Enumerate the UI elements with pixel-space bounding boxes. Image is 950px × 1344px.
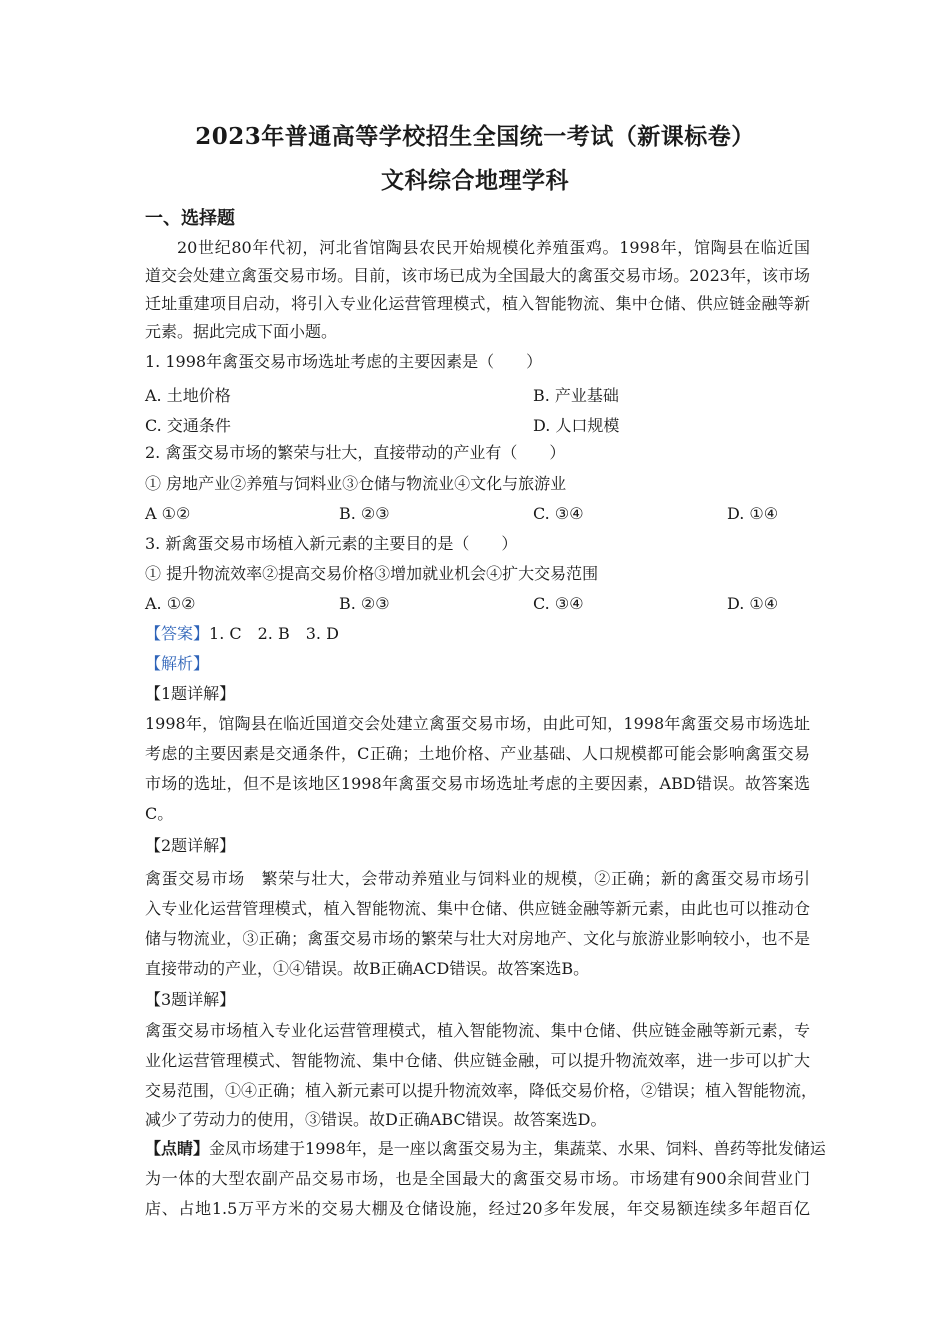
- q1-option-d: D. 人口规模: [533, 416, 620, 435]
- page-subtitle: 文科综合地理学科: [381, 167, 569, 194]
- q2-option-b: B. ②③: [339, 504, 390, 523]
- detail-1-line: 市场的选址，但不是该地区1998年禽蛋交易市场选址考虑的主要因素，ABD错误。故答案选: [145, 774, 810, 793]
- detail-2-line: 禽蛋交易市场 繁荣与壮大，会带动养殖业与饲料业的规模，②正确；新的禽蛋交易市场引: [145, 869, 810, 888]
- q2-option-d: D. ①④: [727, 504, 779, 523]
- passage-line: 20世纪80年代初，河北省馆陶县农民开始规模化养殖蛋鸡。1998年，馆陶县在临近国: [177, 238, 810, 257]
- passage-line: 元素。据此完成下面小题。: [145, 322, 338, 341]
- tip-tag: 【点睛】: [145, 1139, 210, 1158]
- answer-tag: 【答案】: [145, 624, 210, 643]
- detail-1-line: 考虑的主要因素是交通条件，C正确；土地价格、产业基础、人口规模都可能会影响禽蛋交易: [145, 744, 810, 763]
- detail-3-line: 禽蛋交易市场植入专业化运营管理模式，植入智能物流、集中仓储、供应链金融等新元素，专: [145, 1021, 810, 1040]
- detail-2-tag: 【2题详解】: [145, 836, 236, 855]
- detail-3-line: 减少了劳动力的使用，③错误。故D正确ABC错误。故答案选D。: [145, 1110, 607, 1129]
- q3-option-b: B. ②③: [339, 594, 390, 613]
- q1-option-b: B. 产业基础: [533, 386, 619, 405]
- detail-3-line: 交易范围，①④正确；植入新元素可以提升物流效率，降低交易价格，②错误；植入智能物流，: [145, 1081, 818, 1100]
- page-title: 2023年普通高等学校招生全国统一考试（新课标卷）: [195, 123, 755, 150]
- q2-option-c: C. ③④: [533, 504, 584, 523]
- analysis-tag: 【解析】: [145, 654, 210, 673]
- tip-line: 店、占地1.5万平方米的交易大棚及仓储设施，经过20多年发展，年交易额连续多年超百亿: [145, 1199, 810, 1218]
- question-stem-3: 3. 新禽蛋交易市场植入新元素的主要目的是（ ）: [145, 534, 518, 553]
- q3-option-a: A. ①②: [145, 594, 196, 613]
- detail-3-tag: 【3题详解】: [145, 990, 236, 1009]
- q3-option-c: C. ③④: [533, 594, 584, 613]
- tip-line: 【点睛】金凤市场建于1998年，是一座以禽蛋交易为主，集蔬菜、水果、饲料、兽药等批发储运: [145, 1139, 826, 1158]
- q2-items: ① 房地产业②养殖与饲料业③仓储与物流业④文化与旅游业: [145, 474, 567, 493]
- q3-option-d: D. ①④: [727, 594, 779, 613]
- question-stem-2: 2. 禽蛋交易市场的繁荣与壮大，直接带动的产业有（ ）: [145, 443, 566, 462]
- detail-2-line: 直接带动的产业，①④错误。故B正确ACD错误。故答案选B。: [145, 959, 590, 978]
- section-heading: 一、选择题: [145, 208, 235, 229]
- answer-text: 1. C 2. B 3. D: [209, 624, 339, 643]
- detail-1-line: 1998年，馆陶县在临近国道交会处建立禽蛋交易市场，由此可知，1998年禽蛋交易市场选址: [145, 714, 810, 733]
- q3-items: ① 提升物流效率②提高交易价格③增加就业机会④扩大交易范围: [145, 564, 599, 583]
- q1-option-c: C. 交通条件: [145, 416, 231, 435]
- q2-option-a: A ①②: [145, 504, 191, 523]
- question-stem-1: 1. 1998年禽蛋交易市场选址考虑的主要因素是（ ）: [145, 352, 543, 371]
- tip-line: 为一体的大型农副产品交易市场，也是全国最大的禽蛋交易市场。市场建有900余间营业门: [145, 1169, 810, 1188]
- passage-line: 迁址重建项目启动，将引入专业化运营管理模式，植入智能物流、集中仓储、供应链金融等新: [145, 294, 810, 313]
- q1-option-a: A. 土地价格: [145, 386, 231, 405]
- detail-2-line: 入专业化运营管理模式，植入智能物流、集中仓储、供应链金融等新元素，由此也可以推动仓: [145, 899, 810, 918]
- detail-1-line: C。: [145, 804, 174, 823]
- passage-line: 道交会处建立禽蛋交易市场。目前，该市场已成为全国最大的禽蛋交易市场。2023年，该市场: [145, 266, 810, 285]
- detail-3-line: 业化运营管理模式、智能物流、集中仓储、供应链金融，可以提升物流效率，进一步可以扩大: [145, 1051, 810, 1070]
- detail-1-tag: 【1题详解】: [145, 684, 236, 703]
- detail-2-line: 储与物流业，③正确；禽蛋交易市场的繁荣与壮大对房地产、文化与旅游业影响较小，也不是: [145, 929, 810, 948]
- answer-line: [145, 624, 810, 644]
